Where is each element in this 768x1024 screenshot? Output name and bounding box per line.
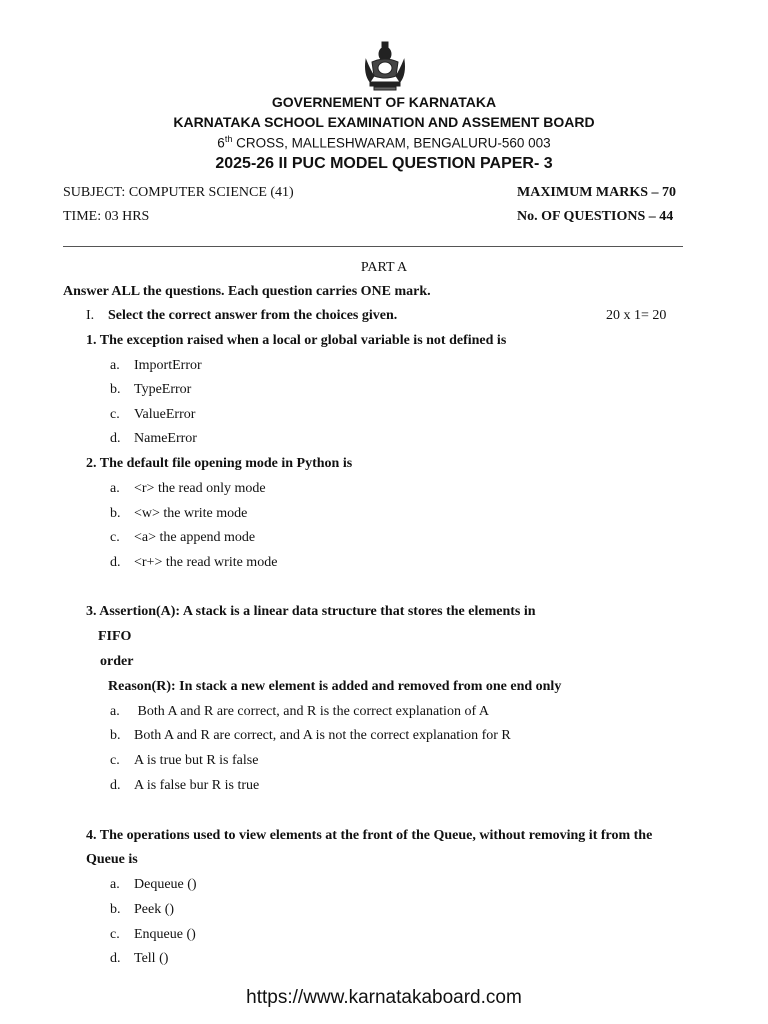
q4-option-b: b. Peek (): [110, 902, 175, 917]
question-3-line3: order: [100, 654, 134, 669]
q3-option-b: b. Both A and R are correct, and A is not the correct explanation for R: [110, 728, 511, 743]
government-title: GOVERNEMENT OF KARNATAKA: [271, 94, 497, 110]
karnataka-emblem-icon: [362, 40, 408, 92]
subject-label: SUBJECT: COMPUTER SCIENCE (41): [63, 185, 294, 200]
q3-option-c: c. A is true but R is false: [110, 753, 259, 768]
header-divider: [63, 246, 683, 247]
section-number: I.: [86, 308, 95, 323]
part-title: PART A: [360, 260, 408, 275]
q4-option-d: d. Tell (): [110, 951, 169, 966]
question-4-line2: Queue is: [86, 852, 138, 867]
question-2: 2. The default file opening mode in Python is: [86, 456, 353, 471]
section-marks: 20 x 1= 20: [606, 308, 667, 323]
question-3-reason: Reason(R): In stack a new element is added and removed from one end only: [108, 679, 562, 694]
section-instruction: Select the correct answer from the choices given.: [108, 308, 398, 323]
q1-option-c: c. ValueError: [110, 407, 196, 422]
question-4: 4. The operations used to view elements at the front of the Queue, without removing it from the: [86, 828, 653, 843]
q2-option-d: d. <r+> the read write mode: [110, 555, 278, 570]
question-3: 3. Assertion(A): A stack is a linear data structure that stores the elements in: [86, 604, 536, 619]
q1-option-b: b. TypeError: [110, 382, 192, 397]
paper-title: 2025-26 II PUC MODEL QUESTION PAPER- 3: [215, 155, 553, 172]
q2-option-a: a. <r> the read only mode: [110, 481, 266, 496]
q4-option-a: a. Dequeue (): [110, 877, 197, 892]
q1-option-d: d. NameError: [110, 431, 197, 446]
q4-option-c: c. Enqueue (): [110, 927, 196, 942]
board-title: KARNATAKA SCHOOL EXAMINATION AND ASSEMENT BOARD: [173, 114, 595, 130]
q3-option-d: d. A is false bur R is true: [110, 778, 260, 793]
q2-option-b: b. <w> the write mode: [110, 506, 248, 521]
time-label: TIME: 03 HRS: [63, 209, 150, 224]
question-3-line2: FIFO: [98, 629, 132, 644]
footer-website-link[interactable]: https://www.karnatakaboard.com: [246, 987, 522, 1008]
max-marks-label: MAXIMUM MARKS – 70: [517, 185, 677, 200]
board-address: 6th CROSS, MALLESHWARAM, BENGALURU-560 003: [217, 134, 551, 151]
part-instruction: Answer ALL the questions. Each question carries ONE mark.: [63, 284, 431, 299]
num-questions-label: No. OF QUESTIONS – 44: [517, 209, 674, 224]
question-1: 1. The exception raised when a local or global variable is not defined is: [86, 333, 507, 348]
q3-option-a: a. Both A and R are correct, and R is the correct explanation of A: [110, 704, 489, 719]
q1-option-a: a. ImportError: [110, 358, 202, 373]
q2-option-c: c. <a> the append mode: [110, 530, 256, 545]
